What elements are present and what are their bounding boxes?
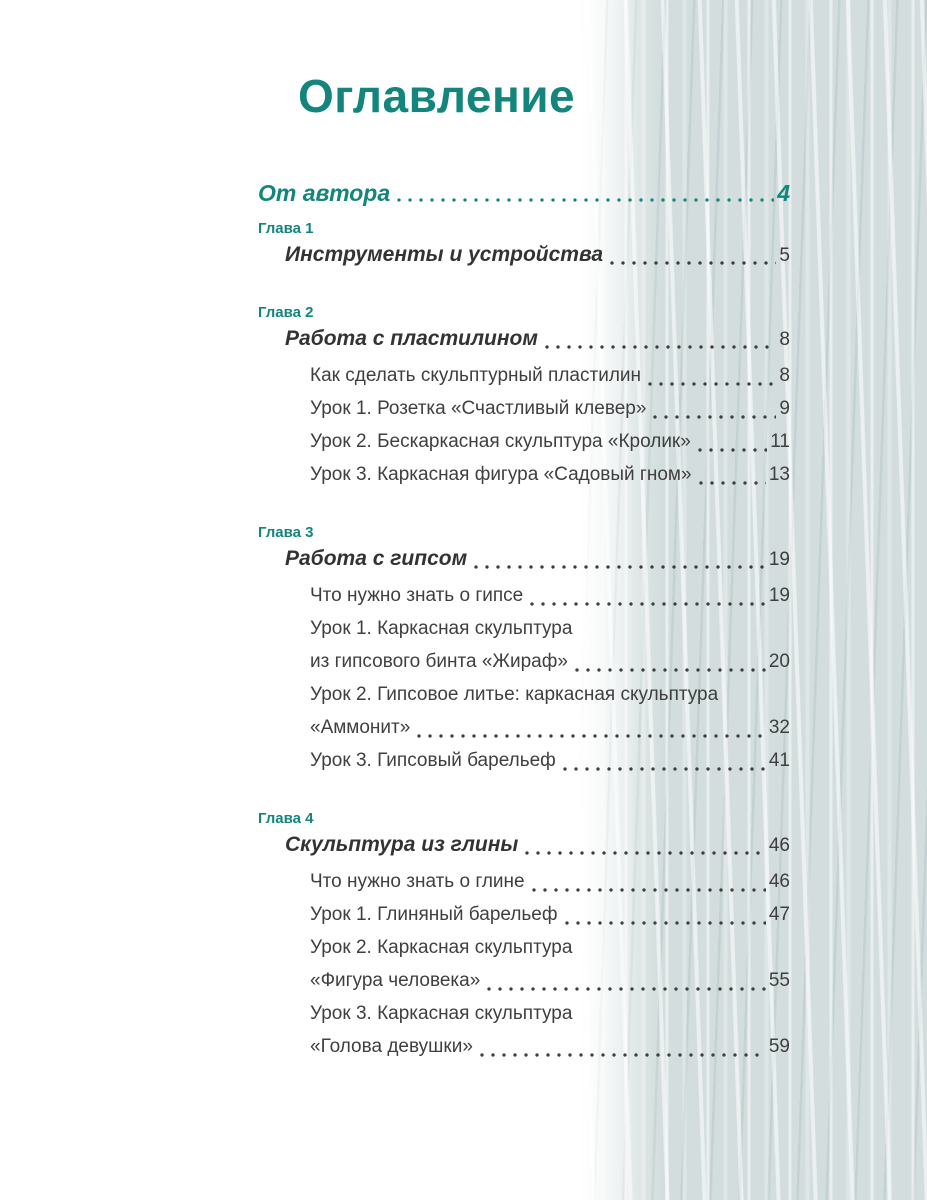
chapter-label: Глава 2 xyxy=(258,303,314,321)
toc-entry-intro xyxy=(258,177,790,209)
toc-entry xyxy=(310,898,790,931)
chapter-items xyxy=(258,359,790,491)
dot-leader xyxy=(487,987,766,991)
dot-leader xyxy=(699,481,766,485)
page-number: 13 xyxy=(768,463,790,485)
page-number: 8 xyxy=(779,364,790,386)
dot-leader xyxy=(575,668,766,672)
page-title: Оглавление xyxy=(298,70,576,122)
toc-entry-label: из гипсового бинта «Жираф» xyxy=(310,650,568,672)
chapter-title: Инструменты и устройства xyxy=(285,242,604,266)
toc-entry-label: Что нужно знать о гипсе xyxy=(310,584,524,606)
dot-leader xyxy=(474,565,766,569)
toc-entry xyxy=(310,744,790,777)
dot-leader xyxy=(563,767,766,771)
page-number: 20 xyxy=(768,650,790,672)
toc-chapter-4 xyxy=(258,809,790,1063)
chapter-title: Скульптура из глины xyxy=(285,832,519,856)
dot-leader xyxy=(610,261,776,265)
toc-entry-label: Как сделать скульптурный пластилин xyxy=(310,364,642,386)
toc-entry-label: Что нужно знать о глине xyxy=(310,870,525,892)
toc-entry-label: «Фигура человека» xyxy=(310,969,481,991)
chapter-items xyxy=(258,865,790,1063)
toc-entry-label: От автора xyxy=(258,179,391,206)
page-number: 59 xyxy=(768,1035,790,1057)
toc-entry-label: Урок 1. Глиняный барельеф xyxy=(310,903,558,925)
toc-entry xyxy=(310,964,790,997)
toc-entry xyxy=(285,239,790,271)
chapter-label: Глава 1 xyxy=(258,219,314,237)
chapter-items xyxy=(258,579,790,777)
page-number: 11 xyxy=(770,430,790,452)
dot-leader xyxy=(565,921,766,925)
toc-entry xyxy=(310,711,790,744)
page-number: 41 xyxy=(768,749,790,771)
toc-entry xyxy=(310,392,790,425)
toc-entry xyxy=(310,865,790,898)
toc-entry-label: Урок 2. Бескаркасная скульптура «Кролик» xyxy=(310,430,691,452)
toc-entry xyxy=(310,458,790,491)
toc-chapter-1 xyxy=(258,219,790,271)
toc-chapter-3 xyxy=(258,523,790,777)
dot-leader xyxy=(417,734,766,738)
dot-leader xyxy=(698,448,767,452)
page-number: 19 xyxy=(768,584,790,606)
page-number: 19 xyxy=(768,548,790,570)
dot-leader xyxy=(525,851,765,855)
dot-leader xyxy=(653,415,776,419)
chapter-title: Работа с пластилином xyxy=(285,326,538,350)
toc-entry xyxy=(310,425,790,458)
toc-entry-label: «Голова девушки» xyxy=(310,1035,473,1057)
page-number: 46 xyxy=(768,834,790,856)
toc-entry-line: Урок 3. Каркасная скульптура xyxy=(310,1002,573,1024)
dot-leader xyxy=(480,1053,766,1057)
toc-entry-line: Урок 1. Каркасная скульптура xyxy=(310,617,573,639)
toc-entry xyxy=(310,645,790,678)
page-number: 8 xyxy=(779,328,790,350)
page-number: 55 xyxy=(768,969,790,991)
page-number: 32 xyxy=(768,716,790,738)
toc-entry-label: Урок 3. Каркасная фигура «Садовый гном» xyxy=(310,463,692,485)
page-number: 9 xyxy=(779,397,790,419)
chapter-title: Работа с гипсом xyxy=(285,546,468,570)
chapter-label: Глава 3 xyxy=(258,523,314,541)
toc-entry-line: Урок 2. Гипсовое литье: каркасная скульптура xyxy=(310,683,719,705)
dot-leader xyxy=(545,345,777,349)
page-number: 46 xyxy=(768,870,790,892)
toc-entry xyxy=(285,829,790,861)
toc-entry-label: Урок 1. Розетка «Счастливый клевер» xyxy=(310,397,647,419)
toc-entry xyxy=(310,579,790,612)
toc-entry xyxy=(310,359,790,392)
chapter-label: Глава 4 xyxy=(258,809,314,827)
dot-leader xyxy=(397,198,774,202)
dot-leader xyxy=(530,602,766,606)
toc-entry xyxy=(310,1030,790,1063)
toc-entry-label: Урок 3. Гипсовый барельеф xyxy=(310,749,556,771)
toc-entry-label: «Аммонит» xyxy=(310,716,411,738)
toc-content xyxy=(258,70,790,1063)
toc-entry xyxy=(285,323,790,355)
page-number: 4 xyxy=(777,179,790,206)
toc-entry xyxy=(285,543,790,575)
dot-leader xyxy=(532,888,766,892)
toc-chapter-2 xyxy=(258,303,790,491)
dot-leader xyxy=(648,382,776,386)
page-number: 47 xyxy=(768,903,790,925)
page-number: 5 xyxy=(779,244,790,266)
toc-entry-line: Урок 2. Каркасная скульптура xyxy=(310,936,573,958)
